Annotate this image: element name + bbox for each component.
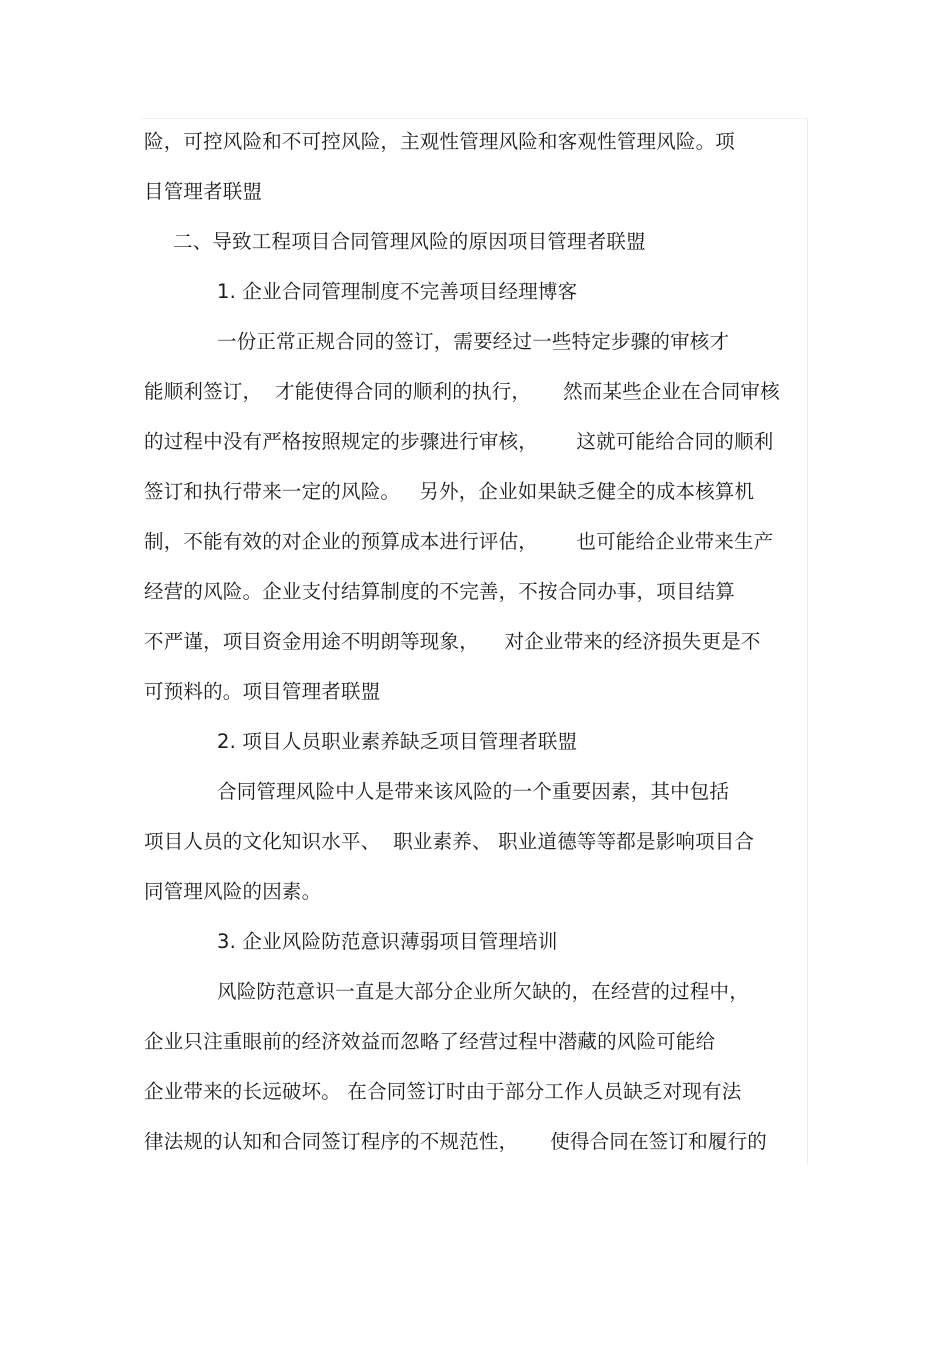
body-text-line: 同管理风险的因素。 <box>144 880 322 903</box>
paragraph-first-line: 风险防范意识一直是大部分企业所欠缺的，在经营的过程中， <box>217 980 749 1003</box>
body-text-line: 不严谨，项目资金用途不明朗等现象， 对企业带来的经济损失更是不 <box>144 630 761 653</box>
subsection-heading: 2. 项目人员职业素养缺乏项目管理者联盟 <box>217 730 578 753</box>
subsection-heading: 1. 企业合同管理制度不完善项目经理博客 <box>217 280 578 303</box>
body-text-line: 制，不能有效的对企业的预算成本进行评估， 也可能给企业带来生产 <box>144 530 774 553</box>
body-text-line: 签订和执行带来一定的风险。 另外，企业如果缺乏健全的成本核算机 <box>144 480 755 503</box>
body-text-line: 的过程中没有严格按照规定的步骤进行审核， 这就可能给合同的顺利 <box>144 430 774 453</box>
body-text-line: 能顺利签订， 才能使得合同的顺利的执行， 然而某些企业在合同审核 <box>144 380 780 403</box>
body-text-line: 可预料的。项目管理者联盟 <box>144 680 381 703</box>
paragraph-first-line: 合同管理风险中人是带来该风险的一个重要因素，其中包括 <box>217 780 730 803</box>
section-heading: 二、导致工程项目合同管理风险的原因项目管理者联盟 <box>173 230 646 253</box>
paragraph-first-line: 一份正常正规合同的签订，需要经过一些特定步骤的审核才 <box>217 330 730 353</box>
body-text-line: 目管理者联盟 <box>144 180 263 203</box>
body-text-line: 项目人员的文化知识水平、 职业素养、 职业道德等等都是影响项目合 <box>144 830 755 853</box>
body-text-line: 经营的风险。企业支付结算制度的不完善，不按合同办事，项目结算 <box>144 580 736 603</box>
body-text-line: 律法规的认知和合同签订程序的不规范性， 使得合同在签订和履行的 <box>144 1130 767 1153</box>
subsection-heading: 3. 企业风险防范意识薄弱项目管理培训 <box>217 930 558 953</box>
body-text-line: 险，可控风险和不可控风险，主观性管理风险和客观性管理风险。项 <box>144 130 736 153</box>
body-text-line: 企业带来的长远破坏。 在合同签订时由于部分工作人员缺乏对现有法 <box>144 1080 742 1103</box>
body-text-line: 企业只注重眼前的经济效益而忽略了经营过程中潜藏的风险可能给 <box>144 1030 716 1053</box>
